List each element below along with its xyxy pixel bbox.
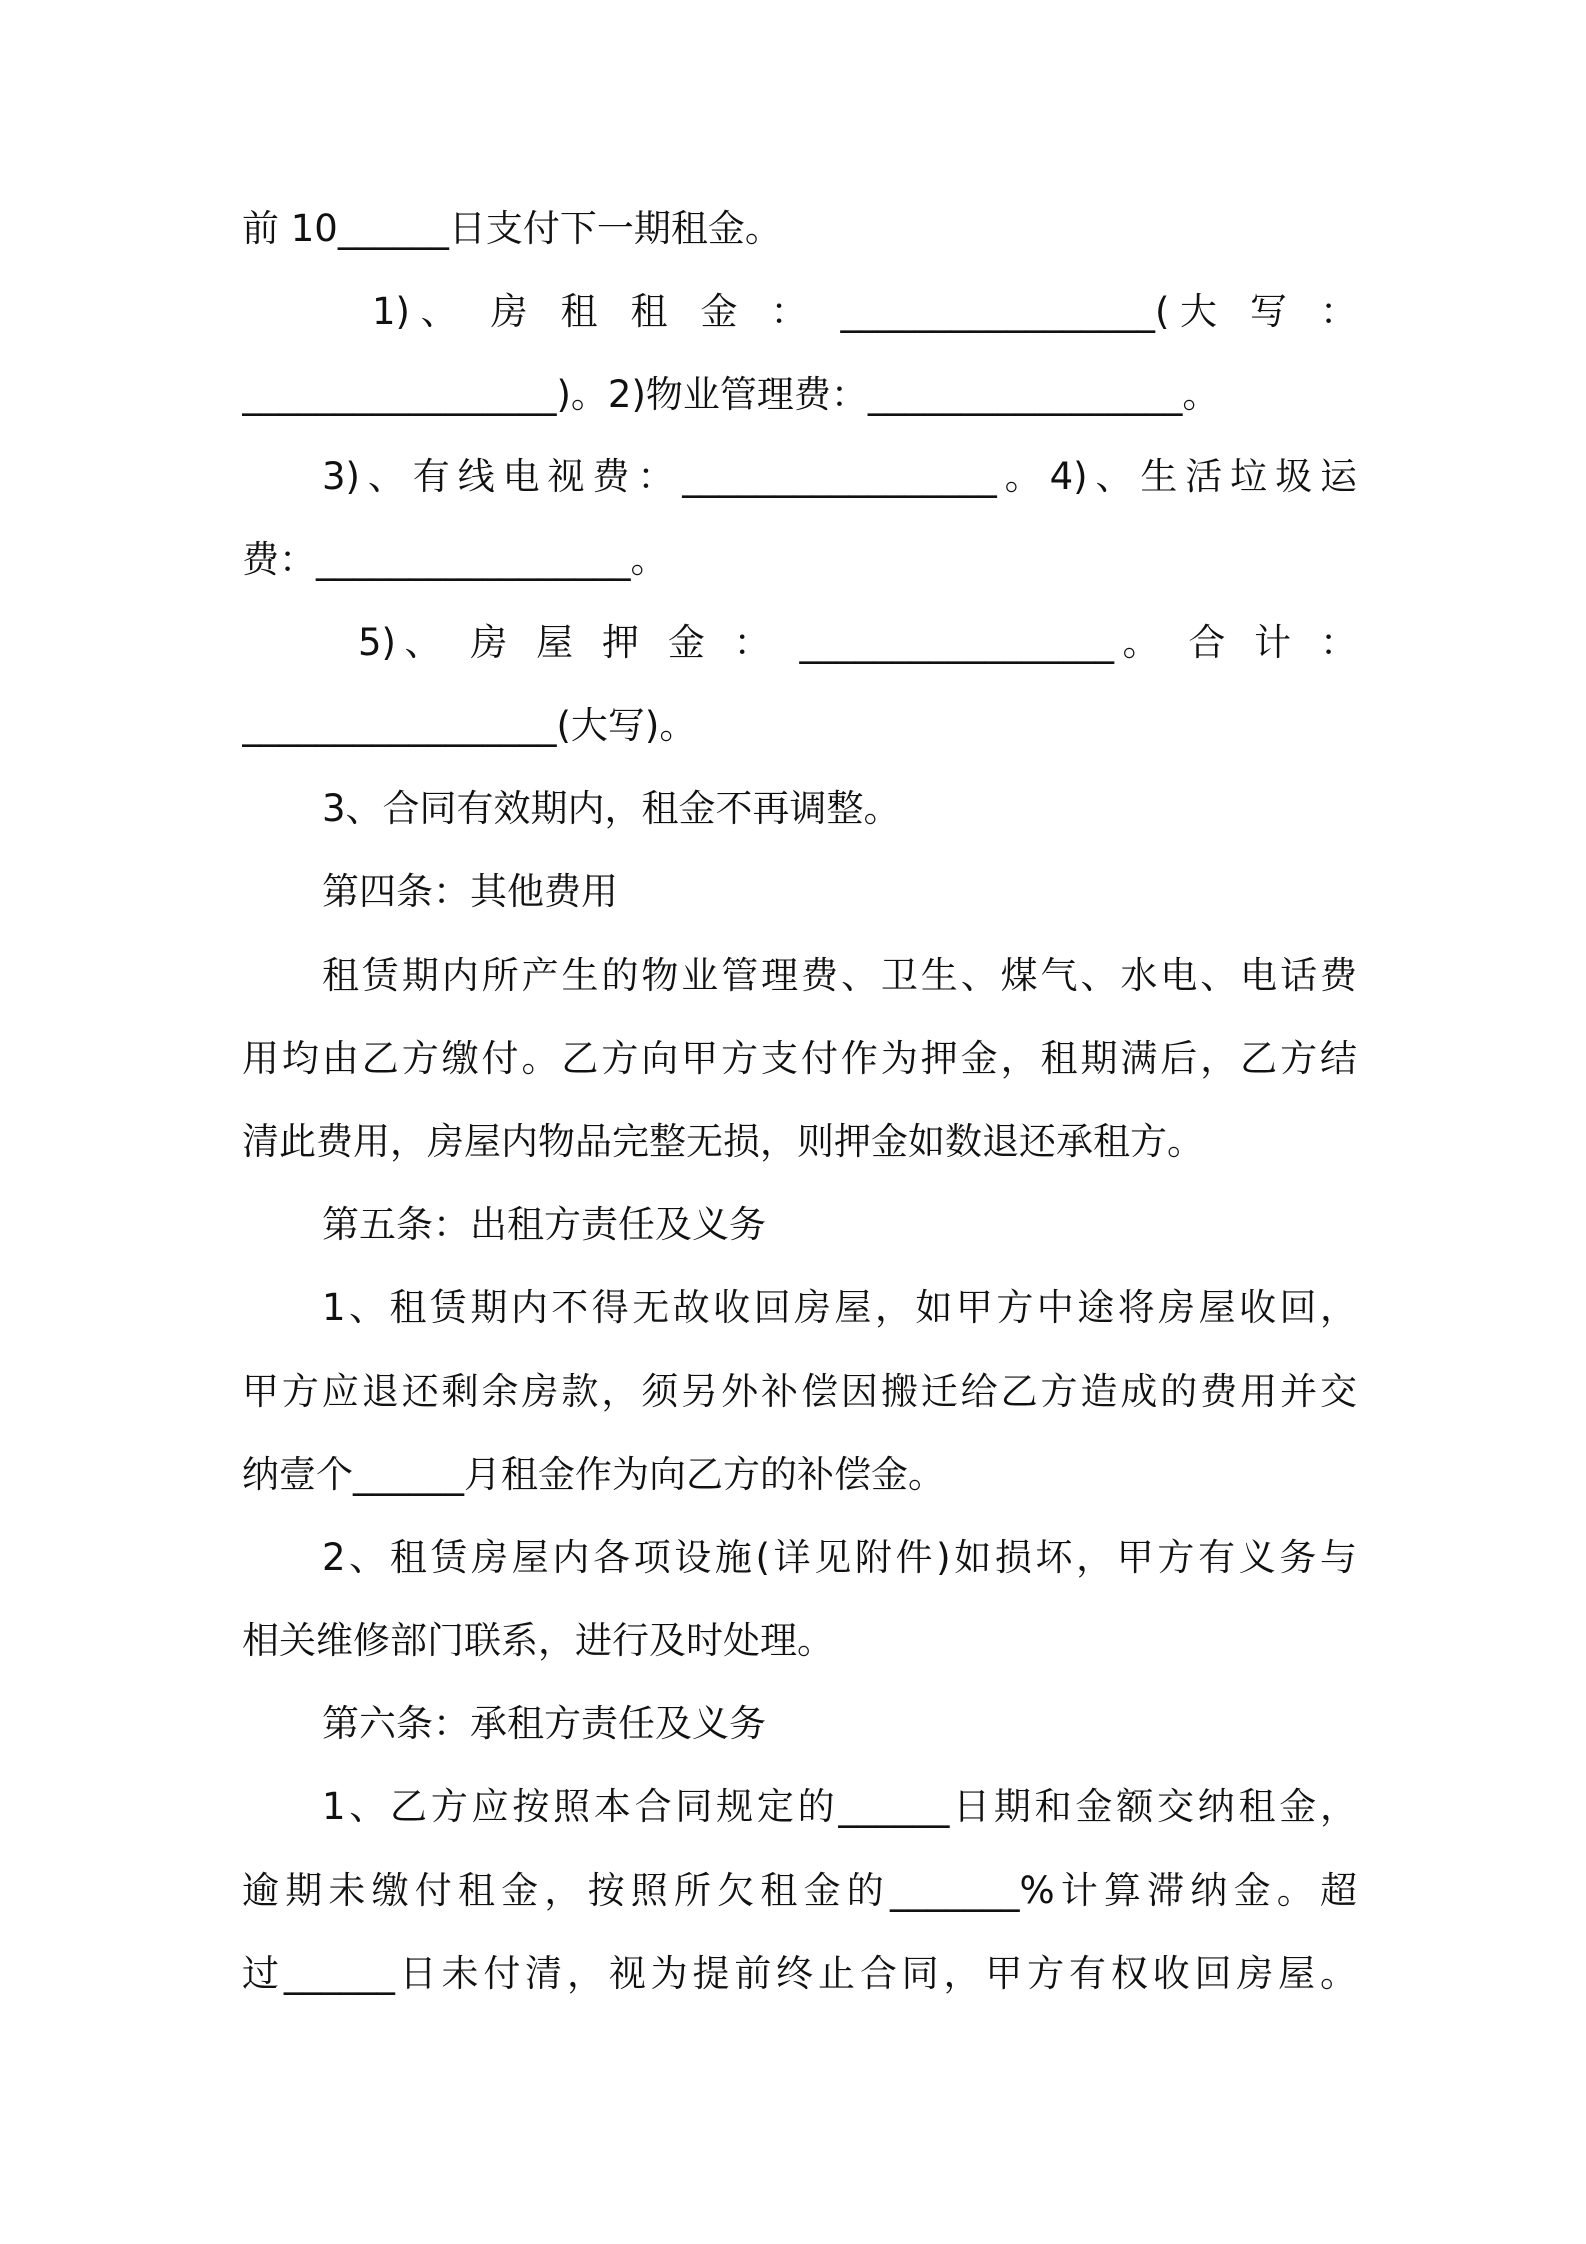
text-line-16: 纳壹个______月租金作为向乙方的补偿金。: [242, 1453, 945, 1496]
text-line-11: 用均由乙方缴付。乙方向甲方支付作为押金，租期满后，乙方结: [242, 1037, 1357, 1080]
text-line-5: 费：_________________。: [242, 538, 668, 581]
text-line-8: 3、合同有效期内，租金不再调整。: [322, 787, 901, 830]
text-line-3: _________________)。2)物业管理费：_________________。: [242, 373, 1220, 416]
text-line-14: 1、租赁期内不得无故收回房屋，如甲方中途将房屋收回，: [322, 1286, 1357, 1329]
text-line-15: 甲方应退还剩余房款，须另外补偿因搬迁给乙方造成的费用并交: [242, 1370, 1357, 1413]
text-line-1: 前 10______日支付下一期租金。: [242, 207, 782, 250]
text-line-2: 1)、 房 租 租 金 ： _________________(大 写 ：: [372, 290, 1357, 333]
text-line-17: 2、租赁房屋内各项设施(详见附件)如损坏，甲方有义务与: [322, 1536, 1357, 1579]
text-line-18: 相关维修部门联系，进行及时处理。: [242, 1619, 834, 1662]
section-heading-6: 第六条：承租方责任及义务: [322, 1702, 766, 1745]
text-line-10: 租赁期内所产生的物业管理费、卫生、煤气、水电、电话费: [322, 954, 1357, 997]
text-line-20: 1、乙方应按照本合同规定的______日期和金额交纳租金，: [322, 1785, 1357, 1828]
text-line-22: 过______日未付清，视为提前终止合同，甲方有权收回房屋。: [242, 1952, 1357, 1995]
text-line-6: 5)、 房 屋 押 金 ： _________________。 合 计 ：: [358, 621, 1357, 664]
text-line-7: _________________(大写)。: [242, 704, 697, 747]
text-line-4: 3)、有线电视费：_________________。4)、生活垃圾运: [322, 455, 1357, 498]
text-line-21: 逾期未缴付租金，按照所欠租金的_______%计算滞纳金。超: [242, 1869, 1357, 1912]
section-heading-4: 第四条：其他费用: [322, 870, 618, 913]
section-heading-5: 第五条：出租方责任及义务: [322, 1203, 766, 1246]
text-line-12: 清此费用，房屋内物品完整无损，则押金如数退还承租方。: [242, 1120, 1204, 1163]
